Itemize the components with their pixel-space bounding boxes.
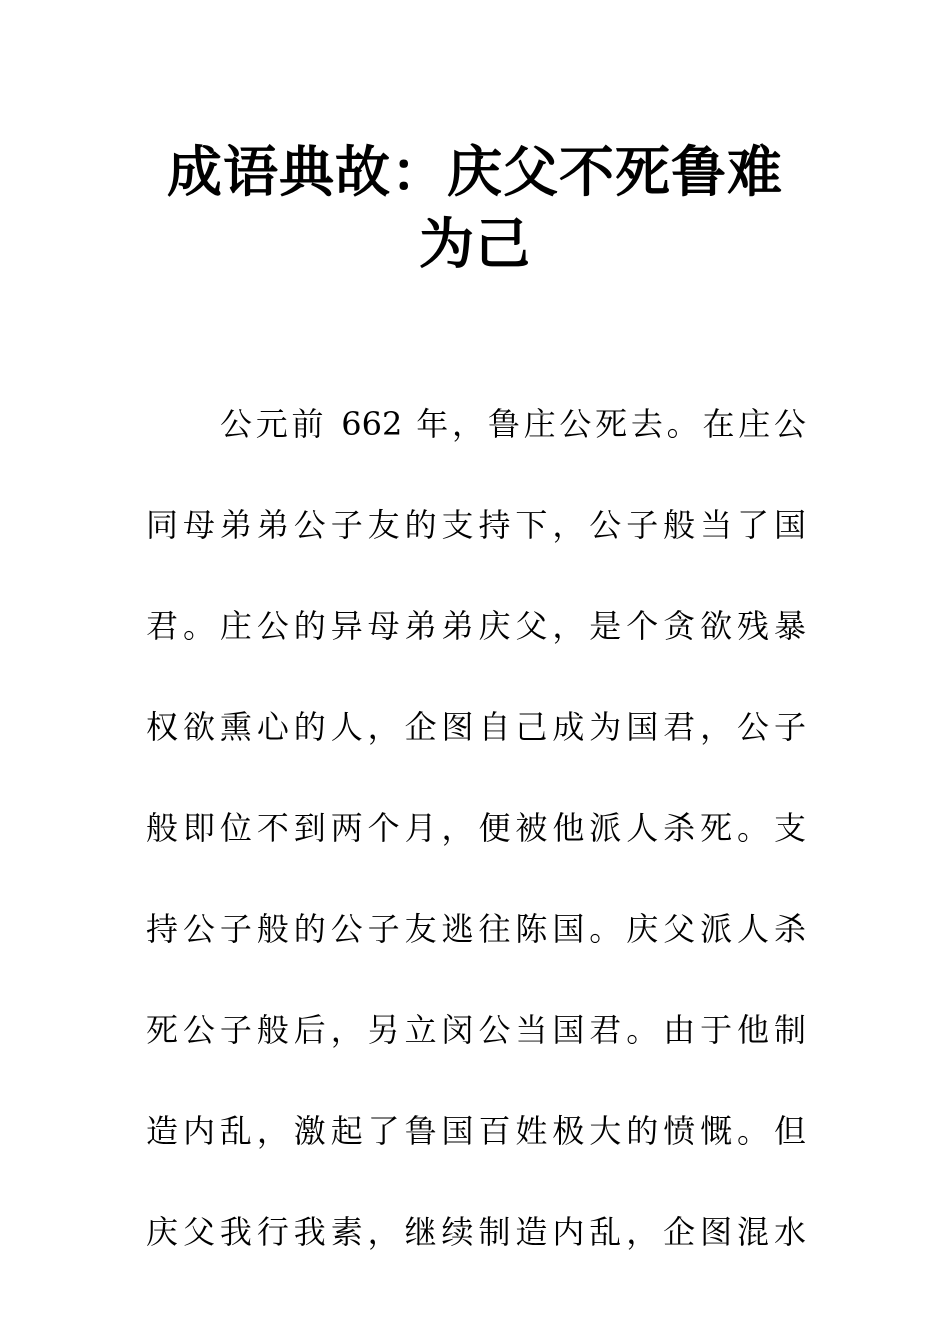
paragraph-line: 权欲熏心的人，企图自己成为国君，公子 [146,708,806,746]
paragraph-line: 持公子般的公子友逃往陈国。庆父派人杀 [146,910,806,948]
paragraph-line: 公元前 662 年，鲁庄公死去。在庄公 [220,405,806,443]
document-title: 成语典故：庆父不死鲁难为己 [166,139,783,276]
paragraph-line: 死公子般后，另立闵公当国君。由于他制 [146,1011,806,1049]
body-paragraph [146,374,806,1283]
paragraph-line: 般即位不到两个月，便被他派人杀死。支 [146,809,806,847]
paragraph-line: 庆父我行我素，继续制造内乱，企图混水 [146,1213,806,1251]
paragraph-line: 造内乱，激起了鲁国百姓极大的愤慨。但 [146,1112,806,1150]
paragraph-line: 同母弟弟公子友的支持下，公子般当了国 [146,506,806,544]
paragraph-line: 君。庄公的异母弟弟庆父，是个贪欲残暴 [146,607,806,645]
